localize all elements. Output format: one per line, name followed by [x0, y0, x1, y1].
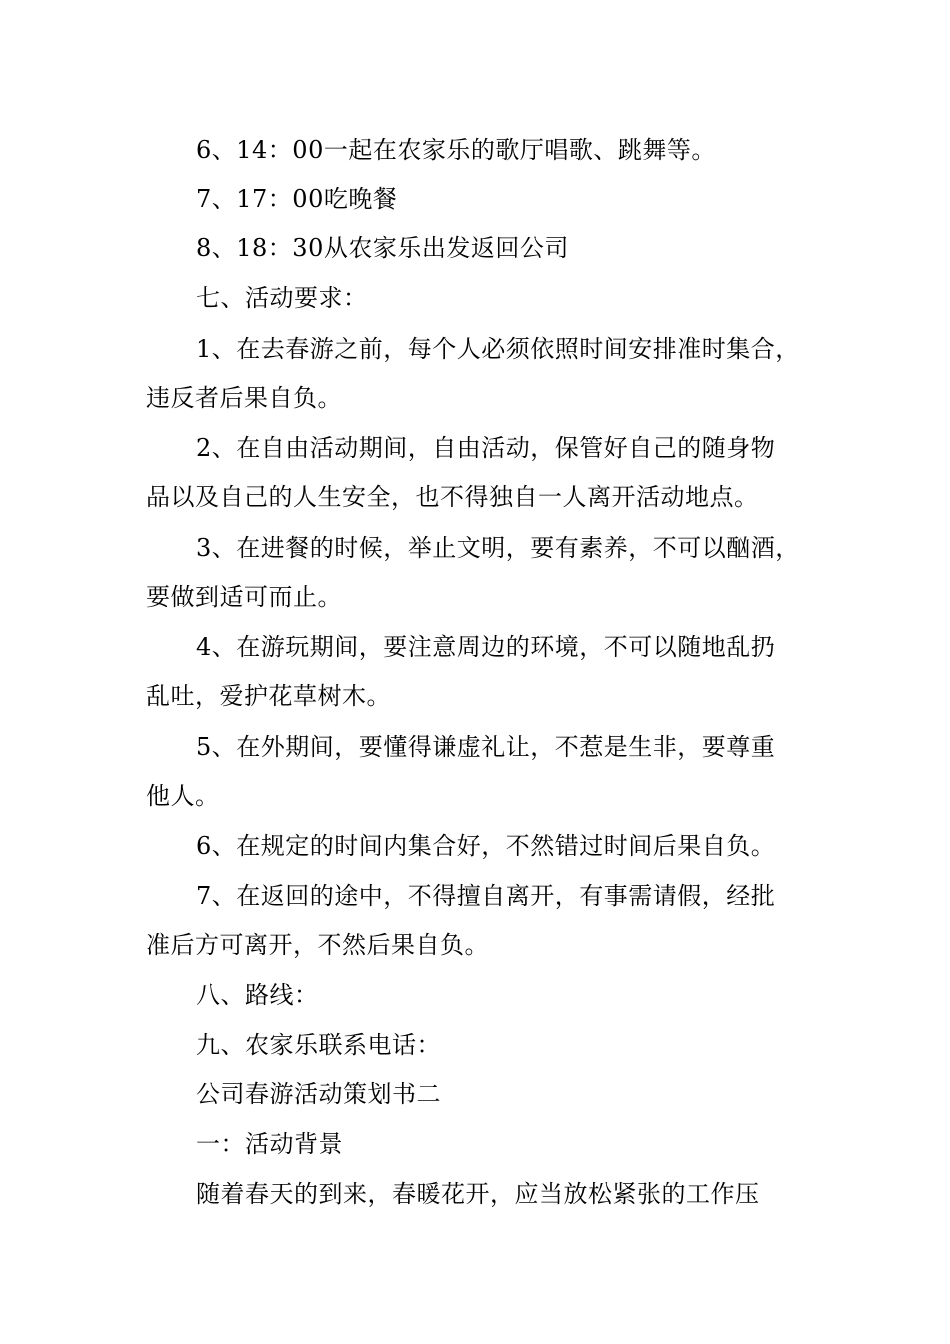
requirement-5-line-1: 5、在外期间，要懂得谦虚礼让，不惹是生非，要尊重 — [196, 733, 776, 761]
requirement-2-line-1: 2、在自由活动期间，自由活动，保管好自己的随身物 — [196, 434, 776, 462]
requirement-2-line-2: 品以及自己的人生安全，也不得独自一人离开活动地点。 — [146, 483, 759, 511]
section-heading-route: 八、路线： — [196, 981, 319, 1009]
requirement-3-line-1: 3、在进餐的时候，举止文明，要有素养，不可以酗酒， — [196, 534, 800, 562]
schedule-item-7: 7、17：00吃晚餐 — [196, 185, 398, 213]
requirement-5-line-2: 他人。 — [146, 782, 220, 810]
requirement-4-line-1: 4、在游玩期间，要注意周边的环境，不可以随地乱扔 — [196, 633, 776, 661]
requirement-3-line-2: 要做到适可而止。 — [146, 583, 342, 611]
requirement-7-line-2: 准后方可离开，不然后果自负。 — [146, 931, 489, 959]
requirement-7-line-1: 7、在返回的途中，不得擅自离开，有事需请假，经批 — [196, 882, 776, 910]
requirement-1-line-2: 违反者后果自负。 — [146, 384, 342, 412]
section-heading-contact: 九、农家乐联系电话： — [196, 1031, 441, 1059]
document-title-two: 公司春游活动策划书二 — [196, 1080, 441, 1108]
section-heading-background: 一：活动背景 — [196, 1130, 343, 1158]
section-heading-requirements: 七、活动要求： — [196, 284, 368, 312]
requirement-1-line-1: 1、在去春游之前，每个人必须依照时间安排准时集合， — [196, 335, 800, 363]
schedule-item-8: 8、18：30从农家乐出发返回公司 — [196, 234, 569, 262]
background-paragraph-line-1: 随着春天的到来，春暖花开，应当放松紧张的工作压 — [196, 1180, 760, 1208]
requirement-6: 6、在规定的时间内集合好，不然错过时间后果自负。 — [196, 832, 776, 860]
schedule-item-6: 6、14：00一起在农家乐的歌厅唱歌、跳舞等。 — [196, 136, 716, 164]
requirement-4-line-2: 乱吐，爱护花草树木。 — [146, 682, 391, 710]
